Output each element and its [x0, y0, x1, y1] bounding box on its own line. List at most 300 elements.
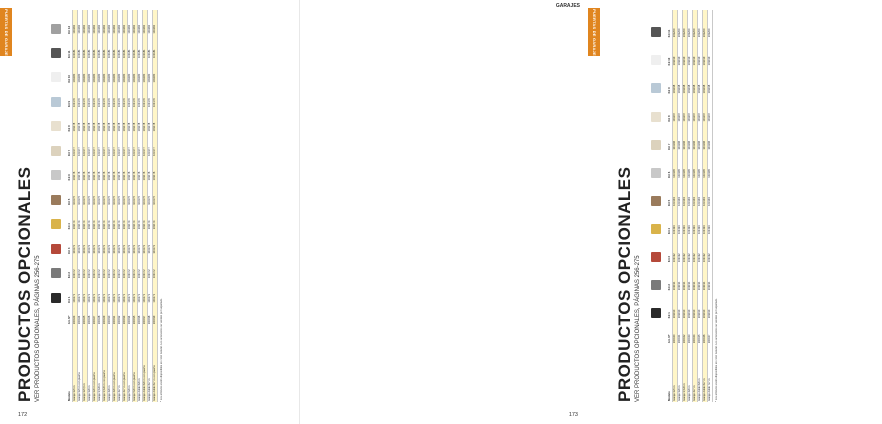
code-cell: 100028 — [97, 304, 102, 326]
code-cell: 103181 — [102, 35, 107, 59]
model-name-cell: Garaje 3x5,5 m — [82, 325, 87, 402]
code-cell: 103200 — [682, 10, 687, 38]
code-cell: 103182 — [137, 10, 142, 35]
code-cell: 103192 — [672, 235, 677, 263]
code-cell: 103197 — [682, 94, 687, 122]
thumbnail-cell — [45, 108, 68, 132]
code-cell: 103173 — [122, 230, 127, 254]
code-cell: 103197 — [677, 94, 682, 122]
code-cell: 103177 — [107, 132, 112, 156]
code-cell: 103178 — [102, 108, 107, 132]
code-cell: 103196 — [702, 123, 707, 151]
code-cell: 103176 — [127, 157, 132, 181]
column-header: Modelo — [668, 344, 672, 402]
page-title: PRODUCTOS OPCIONALES — [15, 166, 34, 402]
model-name-cell: Garaje 4x6 m — [107, 325, 112, 402]
code-cell: 103175 — [147, 181, 152, 205]
code-cell: 103179 — [147, 84, 152, 108]
thumbnail-cell — [45, 325, 68, 402]
model-name-cell: Garaje 4x7 m — [692, 344, 697, 402]
code-cell: 103182 — [132, 10, 137, 35]
code-cell: 103196 — [672, 123, 677, 151]
code-cell: 103177 — [102, 132, 107, 156]
product-thumbnail — [51, 268, 61, 278]
product-thumbnail — [51, 293, 61, 303]
code-cell: 103196 — [687, 123, 692, 151]
code-cell: 103177 — [87, 132, 92, 156]
code-cell: 103180 — [122, 59, 127, 83]
code-cell: 103174 — [152, 206, 157, 230]
section-tab-left — [0, 8, 12, 56]
model-name-cell: Garaje 3x6 m — [677, 344, 682, 402]
code-cell: 103177 — [132, 132, 137, 156]
code-cell: 103178 — [132, 108, 137, 132]
code-cell: 103173 — [107, 230, 112, 254]
code-cell: 103181 — [147, 35, 152, 59]
code-cell: 103180 — [82, 59, 87, 83]
code-cell: 103179 — [122, 84, 127, 108]
code-cell: 103197 — [692, 94, 697, 122]
code-cell: 103175 — [127, 181, 132, 205]
code-cell: 103176 — [82, 157, 87, 181]
code-cell: 103171 — [122, 279, 127, 303]
code-cell: 100043 — [687, 319, 692, 344]
thumbnail-cell — [645, 235, 668, 263]
code-cell: 103181 — [97, 35, 102, 59]
code-cell: 103191 — [687, 263, 692, 291]
code-cell: 103174 — [72, 206, 77, 230]
column-header: Kit 5 — [668, 179, 672, 207]
code-cell: 103181 — [122, 35, 127, 59]
code-cell: 103179 — [117, 84, 122, 108]
code-cell: 103174 — [112, 206, 117, 230]
thumbnail-cell — [45, 157, 68, 181]
column-header: Kit 7 — [668, 123, 672, 151]
code-cell: 103175 — [107, 181, 112, 205]
product-thumbnail — [51, 24, 61, 34]
code-cell: 103191 — [697, 263, 702, 291]
code-cell: 103177 — [92, 132, 97, 156]
code-cell: 103179 — [87, 84, 92, 108]
code-cell: 100038 — [147, 304, 152, 326]
code-cell: 103191 — [702, 263, 707, 291]
page-number: 173 — [568, 412, 578, 418]
code-cell: 103179 — [112, 84, 117, 108]
code-cell: 103180 — [112, 59, 117, 83]
code-cell: 103180 — [77, 59, 82, 83]
product-table-right — [645, 10, 713, 402]
code-cell: 103176 — [87, 157, 92, 181]
code-cell: 103190 — [707, 291, 712, 319]
code-cell: 103198 — [672, 66, 677, 94]
code-cell: 103176 — [122, 157, 127, 181]
code-cell: 103200 — [677, 10, 682, 38]
code-cell: 103180 — [127, 59, 132, 83]
code-cell: 103180 — [142, 59, 147, 83]
code-cell: 103199 — [697, 38, 702, 66]
code-cell: 103176 — [147, 157, 152, 181]
code-cell: 100040 — [672, 319, 677, 344]
code-cell: 103198 — [687, 66, 692, 94]
code-cell: 100041 — [677, 319, 682, 344]
code-cell: 103174 — [97, 206, 102, 230]
code-cell: 103171 — [102, 279, 107, 303]
code-cell: 103175 — [102, 181, 107, 205]
code-cell: 100036 — [137, 304, 142, 326]
code-cell: 103200 — [697, 10, 702, 38]
code-cell: 103192 — [697, 235, 702, 263]
code-cell: 103182 — [102, 10, 107, 35]
code-cell: 103191 — [682, 263, 687, 291]
code-cell: 103193 — [682, 207, 687, 235]
code-cell: 103177 — [127, 132, 132, 156]
code-cell: 103179 — [77, 84, 82, 108]
model-name-cell: Garaje 3x6 m con puerta — [92, 325, 97, 402]
product-thumbnail — [651, 224, 661, 234]
code-cell: 100037 — [142, 304, 147, 326]
code-cell: 103173 — [82, 230, 87, 254]
code-cell: 103195 — [682, 151, 687, 179]
column-header: Art. Nº — [68, 304, 72, 326]
model-name-cell: Garaje doble 6x7 m con puerta — [152, 325, 157, 402]
code-cell: 103179 — [102, 84, 107, 108]
code-cell: 103177 — [152, 132, 157, 156]
code-cell: 100025 — [82, 304, 87, 326]
code-cell: 103171 — [72, 279, 77, 303]
code-cell: 103171 — [137, 279, 142, 303]
code-cell: 103196 — [677, 123, 682, 151]
product-thumbnail — [51, 48, 61, 58]
code-cell: 103176 — [102, 157, 107, 181]
code-cell: 103192 — [692, 235, 697, 263]
code-cell: 103180 — [102, 59, 107, 83]
code-cell: 103173 — [77, 230, 82, 254]
code-cell: 103172 — [117, 255, 122, 279]
code-cell: 103174 — [117, 206, 122, 230]
code-cell: 103194 — [682, 179, 687, 207]
column-header: Kit 6 — [68, 157, 72, 181]
code-cell: 103177 — [137, 132, 142, 156]
product-thumbnail — [651, 168, 661, 178]
page-number: 172 — [18, 412, 28, 418]
code-cell: 103194 — [687, 179, 692, 207]
code-cell: 103196 — [697, 123, 702, 151]
code-cell: 103173 — [147, 230, 152, 254]
code-cell: 100032 — [117, 304, 122, 326]
code-cell: 103179 — [107, 84, 112, 108]
thumbnail-cell — [645, 179, 668, 207]
code-cell: 100045 — [697, 319, 702, 344]
code-cell: 103171 — [107, 279, 112, 303]
column-header: Kit 1 — [668, 291, 672, 319]
code-cell: 103171 — [82, 279, 87, 303]
thumbnail-cell — [645, 38, 668, 66]
code-cell: 103181 — [127, 35, 132, 59]
code-cell: 103172 — [87, 255, 92, 279]
right-rotated-content — [616, 10, 882, 402]
code-cell: 103172 — [152, 255, 157, 279]
code-cell: 103175 — [92, 181, 97, 205]
code-cell: 103182 — [122, 10, 127, 35]
code-cell: 103178 — [77, 108, 82, 132]
product-thumbnail — [51, 219, 61, 229]
code-cell: 103176 — [112, 157, 117, 181]
model-name-cell: Garaje 3,5x6 m — [682, 344, 687, 402]
code-cell: 103182 — [152, 10, 157, 35]
code-cell: 103192 — [677, 235, 682, 263]
thumbnail-cell — [45, 132, 68, 156]
code-cell: 103171 — [112, 279, 117, 303]
code-cell: 103176 — [92, 157, 97, 181]
code-cell: 103199 — [682, 38, 687, 66]
product-thumbnail — [651, 308, 661, 318]
model-name-cell: Garaje doble 6x6 m con puerta — [142, 325, 147, 402]
table-row — [707, 10, 712, 402]
code-cell: 103172 — [92, 255, 97, 279]
product-thumbnail — [651, 196, 661, 206]
code-cell: 100027 — [92, 304, 97, 326]
code-cell: 103181 — [107, 35, 112, 59]
code-cell: 103175 — [112, 181, 117, 205]
code-cell: 103194 — [707, 179, 712, 207]
code-cell: 103178 — [147, 108, 152, 132]
model-name-cell: Garaje 5x6 m con puerta — [132, 325, 137, 402]
column-header: Kit 10 — [668, 38, 672, 66]
code-cell: 103180 — [132, 59, 137, 83]
code-cell: 103197 — [702, 94, 707, 122]
code-cell: 103195 — [687, 151, 692, 179]
column-header: Kit 3 — [68, 230, 72, 254]
thumbnail-cell — [45, 59, 68, 83]
column-header: Kit 9 — [668, 66, 672, 94]
footnote: * Los artículos están disponibles en color natural. Los accesorios se venden por separado. — [714, 298, 718, 402]
code-cell: 103195 — [707, 151, 712, 179]
code-cell: 103174 — [147, 206, 152, 230]
code-cell: 103182 — [82, 10, 87, 35]
code-cell: 103179 — [127, 84, 132, 108]
tab-label: PUERTAS DE GARAJE — [3, 8, 9, 56]
code-cell: 103182 — [77, 10, 82, 35]
code-cell: 103175 — [72, 181, 77, 205]
code-cell: 103182 — [92, 10, 97, 35]
code-cell: 103182 — [107, 10, 112, 35]
code-cell: 103175 — [142, 181, 147, 205]
code-cell: 103174 — [142, 206, 147, 230]
code-cell: 103175 — [87, 181, 92, 205]
code-cell: 103182 — [97, 10, 102, 35]
model-name-cell: Garaje 4x7 m — [117, 325, 122, 402]
page-title: PRODUCTOS OPCIONALES — [615, 166, 634, 402]
column-header: Kit 4 — [68, 206, 72, 230]
code-cell: 103173 — [142, 230, 147, 254]
model-name-cell: Garaje 3,5x6 m — [97, 325, 102, 402]
column-header: Modelo — [68, 325, 72, 402]
code-cell: 103177 — [97, 132, 102, 156]
code-cell: 103179 — [152, 84, 157, 108]
code-cell: 103172 — [137, 255, 142, 279]
code-cell: 103180 — [152, 59, 157, 83]
product-thumbnail — [51, 97, 61, 107]
code-cell: 103194 — [692, 179, 697, 207]
code-cell: 103176 — [142, 157, 147, 181]
code-cell: 100031 — [112, 304, 117, 326]
code-cell: 100047 — [707, 319, 712, 344]
code-cell: 103193 — [697, 207, 702, 235]
code-cell: 103196 — [682, 123, 687, 151]
code-cell: 103176 — [137, 157, 142, 181]
thumbnail-cell — [645, 344, 668, 402]
code-cell: 103175 — [132, 181, 137, 205]
code-cell: 103172 — [122, 255, 127, 279]
model-name-cell: Garaje 3x5 m con puerta — [77, 325, 82, 402]
thumbnail-row — [645, 10, 668, 402]
code-cell: 103191 — [707, 263, 712, 291]
code-cell: 103178 — [112, 108, 117, 132]
code-cell: 103199 — [672, 38, 677, 66]
code-cell: 103200 — [702, 10, 707, 38]
code-cell: 103181 — [152, 35, 157, 59]
column-header: Kit 4 — [668, 207, 672, 235]
code-cell: 103173 — [97, 230, 102, 254]
code-cell: 103172 — [142, 255, 147, 279]
code-cell: 100033 — [122, 304, 127, 326]
code-cell: 103171 — [152, 279, 157, 303]
code-cell: 103193 — [687, 207, 692, 235]
product-table-left — [45, 10, 158, 402]
thumbnail-cell — [645, 94, 668, 122]
code-cell: 103171 — [142, 279, 147, 303]
model-name-cell: Garaje 3,5x6 m con puerta — [102, 325, 107, 402]
code-cell: 103193 — [692, 207, 697, 235]
code-cell: 103171 — [147, 279, 152, 303]
code-cell: 103172 — [102, 255, 107, 279]
thumbnail-cell — [45, 35, 68, 59]
model-name-cell: Garaje 4x6 m con puerta — [112, 325, 117, 402]
code-cell: 103178 — [107, 108, 112, 132]
product-thumbnail — [651, 55, 661, 65]
section-tab-right — [588, 8, 600, 56]
code-cell: 103198 — [682, 66, 687, 94]
code-cell: 103193 — [677, 207, 682, 235]
code-cell: 103171 — [127, 279, 132, 303]
product-thumbnail — [51, 121, 61, 131]
code-cell: 103181 — [137, 35, 142, 59]
code-cell: 103194 — [697, 179, 702, 207]
code-cell: 103190 — [697, 291, 702, 319]
column-header: Kit 7 — [68, 132, 72, 156]
code-cell: 103177 — [77, 132, 82, 156]
code-cell: 103193 — [702, 207, 707, 235]
tab-label: PUERTAS DE GARAJE — [591, 8, 597, 56]
column-header: Kit 6 — [668, 151, 672, 179]
code-cell: 100044 — [692, 319, 697, 344]
code-cell: 103180 — [147, 59, 152, 83]
code-cell: 103178 — [127, 108, 132, 132]
code-cell: 103192 — [687, 235, 692, 263]
model-name-cell: Garaje doble 6x7 m — [147, 325, 152, 402]
code-cell: 103198 — [707, 66, 712, 94]
code-cell: 103177 — [82, 132, 87, 156]
code-cell: 103190 — [682, 291, 687, 319]
table-body — [72, 10, 157, 402]
code-cell: 103177 — [122, 132, 127, 156]
code-cell: 103176 — [107, 157, 112, 181]
thumbnail-cell — [645, 151, 668, 179]
code-cell: 103172 — [97, 255, 102, 279]
code-cell: 103171 — [97, 279, 102, 303]
product-thumbnail — [51, 73, 61, 83]
code-cell: 103192 — [707, 235, 712, 263]
thumbnail-cell — [45, 206, 68, 230]
code-cell: 103180 — [72, 59, 77, 83]
code-cell: 103195 — [697, 151, 702, 179]
code-cell: 103198 — [692, 66, 697, 94]
code-cell: 103175 — [122, 181, 127, 205]
code-cell: 103182 — [117, 10, 122, 35]
thumbnail-cell — [645, 123, 668, 151]
thumbnail-cell — [645, 207, 668, 235]
code-cell: 103178 — [72, 108, 77, 132]
code-cell: 103177 — [72, 132, 77, 156]
code-cell: 103174 — [132, 206, 137, 230]
thumbnail-cell — [645, 263, 668, 291]
code-cell: 103178 — [87, 108, 92, 132]
model-name-cell: Garaje 4x7 m con puerta — [122, 325, 127, 402]
code-cell: 100023 — [72, 304, 77, 326]
column-header: Kit 3 — [668, 235, 672, 263]
code-cell: 103176 — [152, 157, 157, 181]
thumbnail-cell — [645, 66, 668, 94]
code-cell: 103200 — [692, 10, 697, 38]
code-cell: 103180 — [117, 59, 122, 83]
code-cell: 103179 — [97, 84, 102, 108]
column-header: Kit 12 — [68, 10, 72, 35]
code-cell: 103173 — [102, 230, 107, 254]
product-thumbnail — [651, 280, 661, 290]
code-cell: 100024 — [77, 304, 82, 326]
code-cell: 103196 — [707, 123, 712, 151]
code-cell: 103172 — [127, 255, 132, 279]
code-cell: 103182 — [72, 10, 77, 35]
column-header: Kit 11 — [668, 10, 672, 38]
code-cell: 103194 — [677, 179, 682, 207]
code-cell: 103182 — [87, 10, 92, 35]
product-thumbnail — [51, 195, 61, 205]
code-cell: 103174 — [137, 206, 142, 230]
code-cell: 103175 — [82, 181, 87, 205]
product-thumbnail — [51, 170, 61, 180]
product-thumbnail — [51, 146, 61, 156]
code-cell: 103175 — [152, 181, 157, 205]
column-header: Kit 1 — [68, 279, 72, 303]
code-cell: 103191 — [692, 263, 697, 291]
code-cell: 103175 — [97, 181, 102, 205]
code-cell: 103199 — [677, 38, 682, 66]
code-cell: 103182 — [112, 10, 117, 35]
code-cell: 103172 — [112, 255, 117, 279]
code-cell: 100030 — [107, 304, 112, 326]
code-cell: 103198 — [702, 66, 707, 94]
code-cell: 103174 — [107, 206, 112, 230]
right-page — [300, 0, 718, 424]
code-cell: 103195 — [692, 151, 697, 179]
code-cell: 103177 — [112, 132, 117, 156]
thumbnail-cell — [645, 319, 668, 344]
code-cell: 103172 — [82, 255, 87, 279]
code-cell: 103174 — [87, 206, 92, 230]
code-cell: 103177 — [147, 132, 152, 156]
code-cell: 103180 — [97, 59, 102, 83]
